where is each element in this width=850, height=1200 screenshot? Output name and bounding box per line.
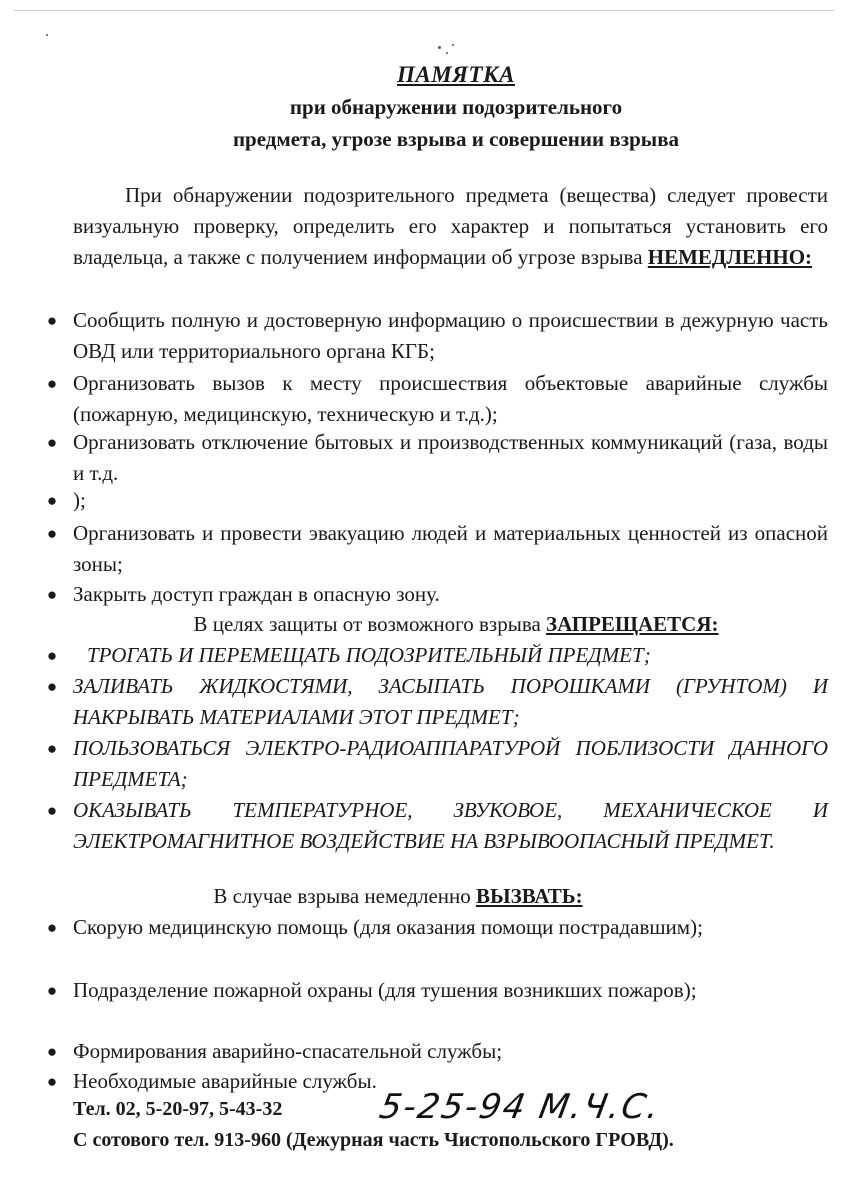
call-heading-emphasis: ВЫЗВАТЬ: [476,884,583,908]
prohibited-item [46,733,828,795]
bullet-icon: ● [46,491,58,510]
call-heading [0,881,850,912]
action-item-text: Организовать вызов к месту происшествия объектовые аварийные службы (пожарную, медицинскую, техническую и т.д.); [73,371,828,426]
call-item-text: Необходимые аварийные службы. [73,1069,377,1093]
prohibited-item [46,640,828,671]
prohibited-item-text: ПОЛЬЗОВАТЬСЯ ЭЛЕКТРО-РАДИОАППАРАТУРОЙ ПОБЛИЗОСТИ ДАННОГО ПРЕДМЕТА; [73,736,828,791]
handwritten-phone-note: 5-25-94 М.Ч.С. [376,1087,664,1127]
scan-edge-line [14,10,834,11]
bullet-icon: ● [46,524,58,543]
bullet-icon: ● [46,1042,58,1061]
prohibited-heading [0,609,850,640]
bullet-icon: ● [46,311,58,330]
bullet-icon: ● [46,646,58,665]
call-item-text: Подразделение пожарной охраны (для тушения возникших пожаров); [73,978,697,1002]
memo-subtitle-line1: при обнаружении подозрительного [289,95,623,119]
action-item [46,368,828,430]
prohibited-heading-emphasis: ЗАПРЕЩАЕТСЯ: [546,612,719,636]
bullet-icon: ● [46,918,58,937]
action-item-text: Сообщить полную и достоверную информацию о происшествии в дежурную часть ОВД или территориального органа КГБ; [73,308,828,363]
phone-numbers: Тел. 02, 5-20-97, 5-43-32 [73,1098,283,1120]
intro-text: При обнаружении подозрительного предмета (вещества) следует провести визуальную проверку, определить его характер и попытаться установить его владельца, а также с получением информации об угрозе взрыва [73,183,828,269]
action-item [46,427,828,489]
bullet-icon: ● [46,433,58,452]
bullet-icon: ● [46,1072,58,1091]
call-item-text: Формирования аварийно-спасательной службы; [73,1039,503,1063]
bullet-icon: ● [46,739,58,758]
memo-subtitle-line2: предмета, угрозе взрыва и совершении взрыва [232,127,680,151]
action-item [46,518,828,580]
action-item [46,579,828,610]
action-item-text: Организовать и провести эвакуацию людей и материальных ценностей из опасной зоны; [73,521,828,576]
scan-speck [438,46,441,49]
bullet-icon: ● [46,981,58,1000]
action-item [46,305,828,367]
bullet-icon: ● [46,374,58,393]
scan-speck [446,52,448,54]
action-item-text: ); [73,488,86,512]
call-heading-text: В случае взрыва немедленно [213,884,477,908]
cell-phone-line: С сотового тел. 913-960 (Дежурная часть Чистопольского ГРОВД). [73,1129,674,1151]
prohibited-item-text: ТРОГАТЬ И ПЕРЕМЕЩАТЬ ПОДОЗРИТЕЛЬНЫЙ ПРЕДМЕТ; [87,643,651,667]
bullet-icon: ● [46,801,58,820]
call-item-text: Скорую медицинскую помощь (для оказания помощи пострадавшим); [73,915,703,939]
scan-speck [46,34,48,36]
call-item [46,1036,828,1067]
prohibited-heading-text: В целях защиты от возможного взрыва [193,612,547,636]
call-item [46,975,828,1006]
prohibited-item [46,795,828,857]
scan-speck [452,44,454,46]
prohibited-item-text: ОКАЗЫВАТЬ ТЕМПЕРАТУРНОЕ, ЗВУКОВОЕ, МЕХАНИЧЕСКОЕ И ЭЛЕКТРОМАГНИТНОЕ ВОЗДЕЙСТВИЕ НА ВЗРЫВООПАСНЫЙ ПРЕДМЕТ. [73,798,828,853]
prohibited-item-text: ЗАЛИВАТЬ ЖИДКОСТЯМИ, ЗАСЫПАТЬ ПОРОШКАМИ (ГРУНТОМ) И НАКРЫВАТЬ МАТЕРИАЛАМИ ЭТОТ ПРЕДМЕТ; [73,674,828,729]
intro-paragraph [73,180,828,273]
prohibited-item [46,671,828,733]
intro-emphasis: НЕМЕДЛЕННО: [647,245,813,269]
action-item-text: Организовать отключение бытовых и производственных коммуникаций (газа, воды и т.д. [73,430,828,485]
bullet-icon: ● [46,585,58,604]
bullet-icon: ● [46,677,58,696]
action-item [46,485,828,516]
memo-title: ПАМЯТКА [396,62,516,87]
call-item [46,912,828,943]
action-item-text: Закрыть доступ граждан в опасную зону. [73,582,440,606]
